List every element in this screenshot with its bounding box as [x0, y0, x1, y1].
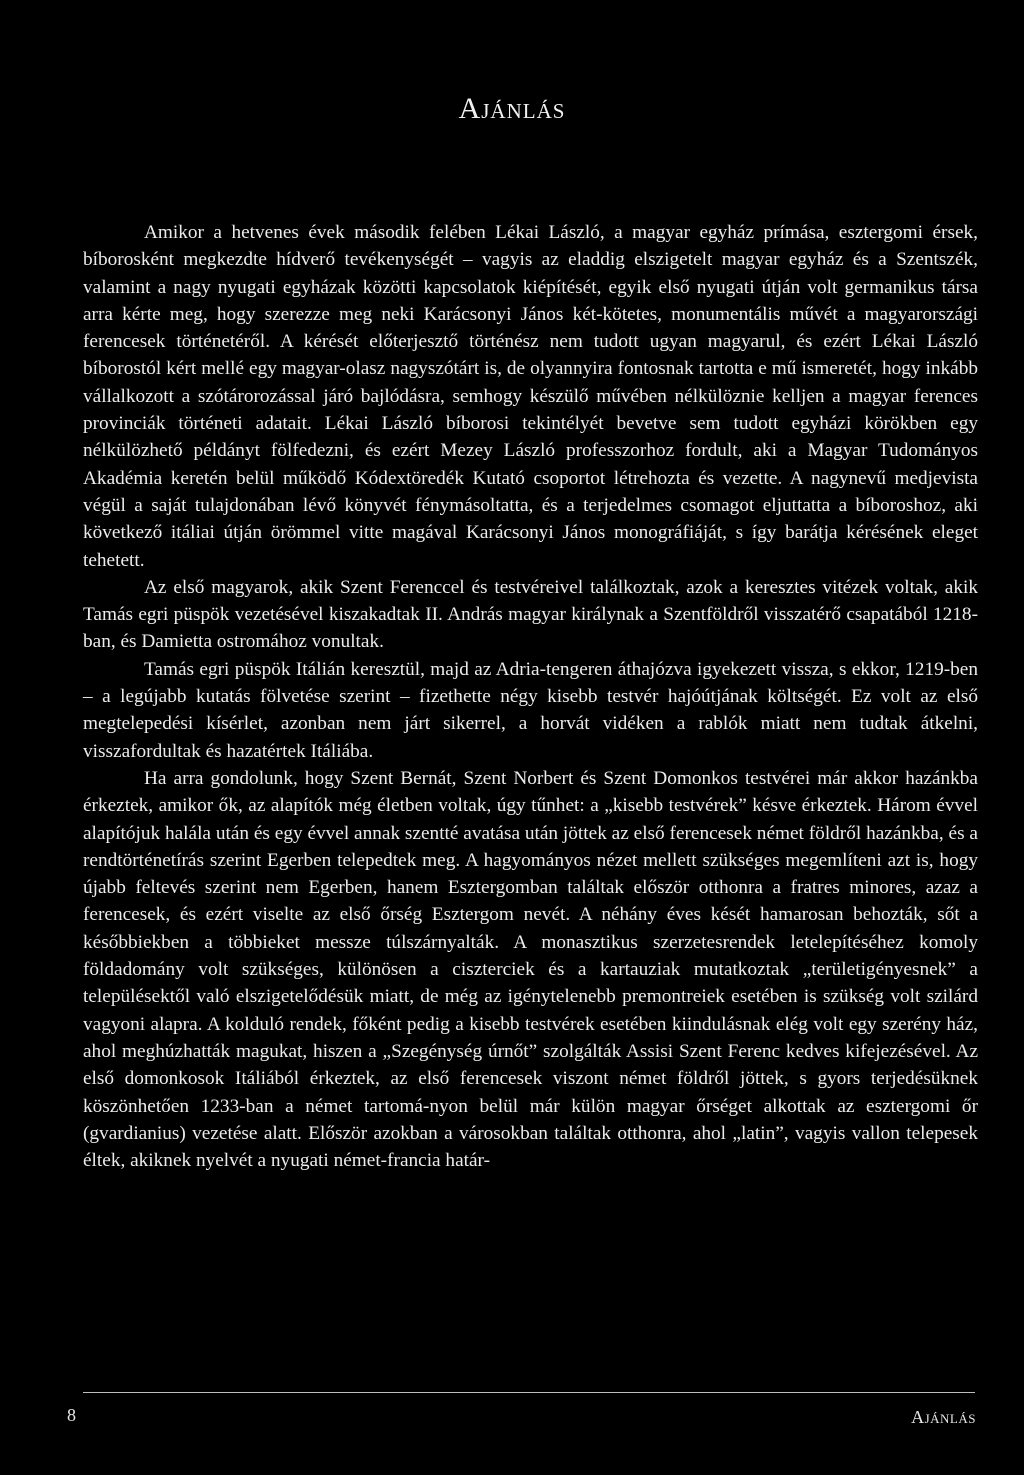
page-title: Ajánlás: [458, 92, 566, 125]
running-head: Ajánlás: [911, 1407, 976, 1427]
paragraph-2: Az első magyarok, akik Szent Ferenccel és testvéreivel találkoztak, azok a keresztes vitézek voltak, akik Tamás egri püspök vezetésével kiszakadtak II. András magyar királynak a Szentföldről visszatérő csapatából 1218-ban, és Damietta ostromához vonultak.: [83, 576, 978, 653]
footer-rule: [83, 1392, 975, 1393]
body-text: [83, 219, 978, 1174]
paragraph-4: Ha arra gondolunk, hogy Szent Bernát, Szent Norbert és Szent Domonkos testvérei már akkor hazánkba érkeztek, amikor ők, az alapítók még életben voltak, úgy tűnhet: a „kisebb testvérek” késve érkeztek. Három évvel alapítójuk halála után és egy évvel annak szentté avatása után jöttek az első ferencesek német földről hazánkba, és a rendtörténetírás szerint Egerben telepedtek meg. A hagyományos nézet mellett szükséges megemlíteni azt is, hogy újabb feltevés szerint nem Egerben, hanem Esztergomban találtak először otthonra a fratres minores, azaz a ferencesek, és ezért viselte az első őrség Esztergom nevét. A néhány éves kését hamarosan behozták, sőt a későbbiekben a többieket messze túlszárnyalták. A monasztikus szerzetesrendek letelepítéséhez komoly földadomány volt szükséges, különösen a ciszterciek és a kartauziak mutatkoztak „területigényesnek” a településektől való elszigetelődésük miatt, de még az igénytelenebb premontreiek esetében is szükség volt szilárd vagyoni alapra. A kolduló rendek, főként pedig a kisebb testvérek esetében kiindulásnak elég volt egy szerény ház, ahol meghúzhatták magukat, hiszen a „Szegénység úrnőt” szolgálták Assisi Szent Ferenc kedves kifejezésével. Az első domonkosok Itáliából érkeztek, az első ferencesek viszont német földről jöttek, s gyors terjedésüknek köszönhetően 1233-ban a német tartomá-nyon belül már külön magyar őrséget alkottak az esztergomi őr (gvardianius) vezetése alatt. Először azokban a városokban találtak otthonra, ahol „latin”, vagyis vallon telepesek éltek, akiknek nyelvét a nyugati német-francia határ-: [83, 767, 978, 1172]
page-number: 8: [67, 1405, 76, 1425]
paragraph-3: Tamás egri püspök Itálián keresztül, majd az Adria-tengeren áthajózva igyekezett vissza, s ekkor, 1219-ben – a legújabb kutatás fölvetése szerint – fizethette négy kisebb testvér hajóútjának költségét. Ez volt az első megtelepedési kísérlet, azonban nem járt sikerrel, a horvát vidéken a rablók miatt nem tudtak átkelni, visszafordultak és hazatértek Itáliába.: [83, 658, 978, 762]
paragraph-1: Amikor a hetvenes évek második felében Lékai László, a magyar egyház prímása, esztergomi érsek, bíborosként megkezdte hídverő tevékenységét – vagyis az eladdig elszigetelt magyar egyház és a Szentszék, valamint a nagy nyugati egyházak közötti kapcsolatok kiépítését, egyik első nyugati útján volt germanikus társa arra kérte meg, hogy szerezze meg neki Karácsonyi János két-kötetes, monumentális művét a magyarországi ferencesek történetéről. A kérését előterjesztő történész nem tudott ugyan magyarul, és ezért Lékai László bíborostól kért mellé egy magyar-olasz nagyszótárt is, de olyannyira fontosnak tartotta e mű ismeretét, hogy inkább vállalkozott a szótárorozással járó bajlódásra, semhogy készülő művében nélkülöznie kelljen a magyar ferences provinciák történeti adatait. Lékai László bíborosi tekintélyét bevetve sem tudott egyházi körökben egy nélkülözhető példányt fölfedezni, és ezért Mezey László professzorhoz fordult, aki a Magyar Tudományos Akadémia keretén belül működő Kódextöredék Kutató csoportot létrehozta és vezette. A nagynevű medjevista végül a saját tulajdonában lévő könyvét fénymásoltatta, és a terjedelmes csomagot eljuttatta a bíboroshoz, aki következő itáliai útján örömmel vitte magával Karácsonyi János monográfiáját, s így barátja kérésének eleget tehetett.: [83, 222, 978, 571]
